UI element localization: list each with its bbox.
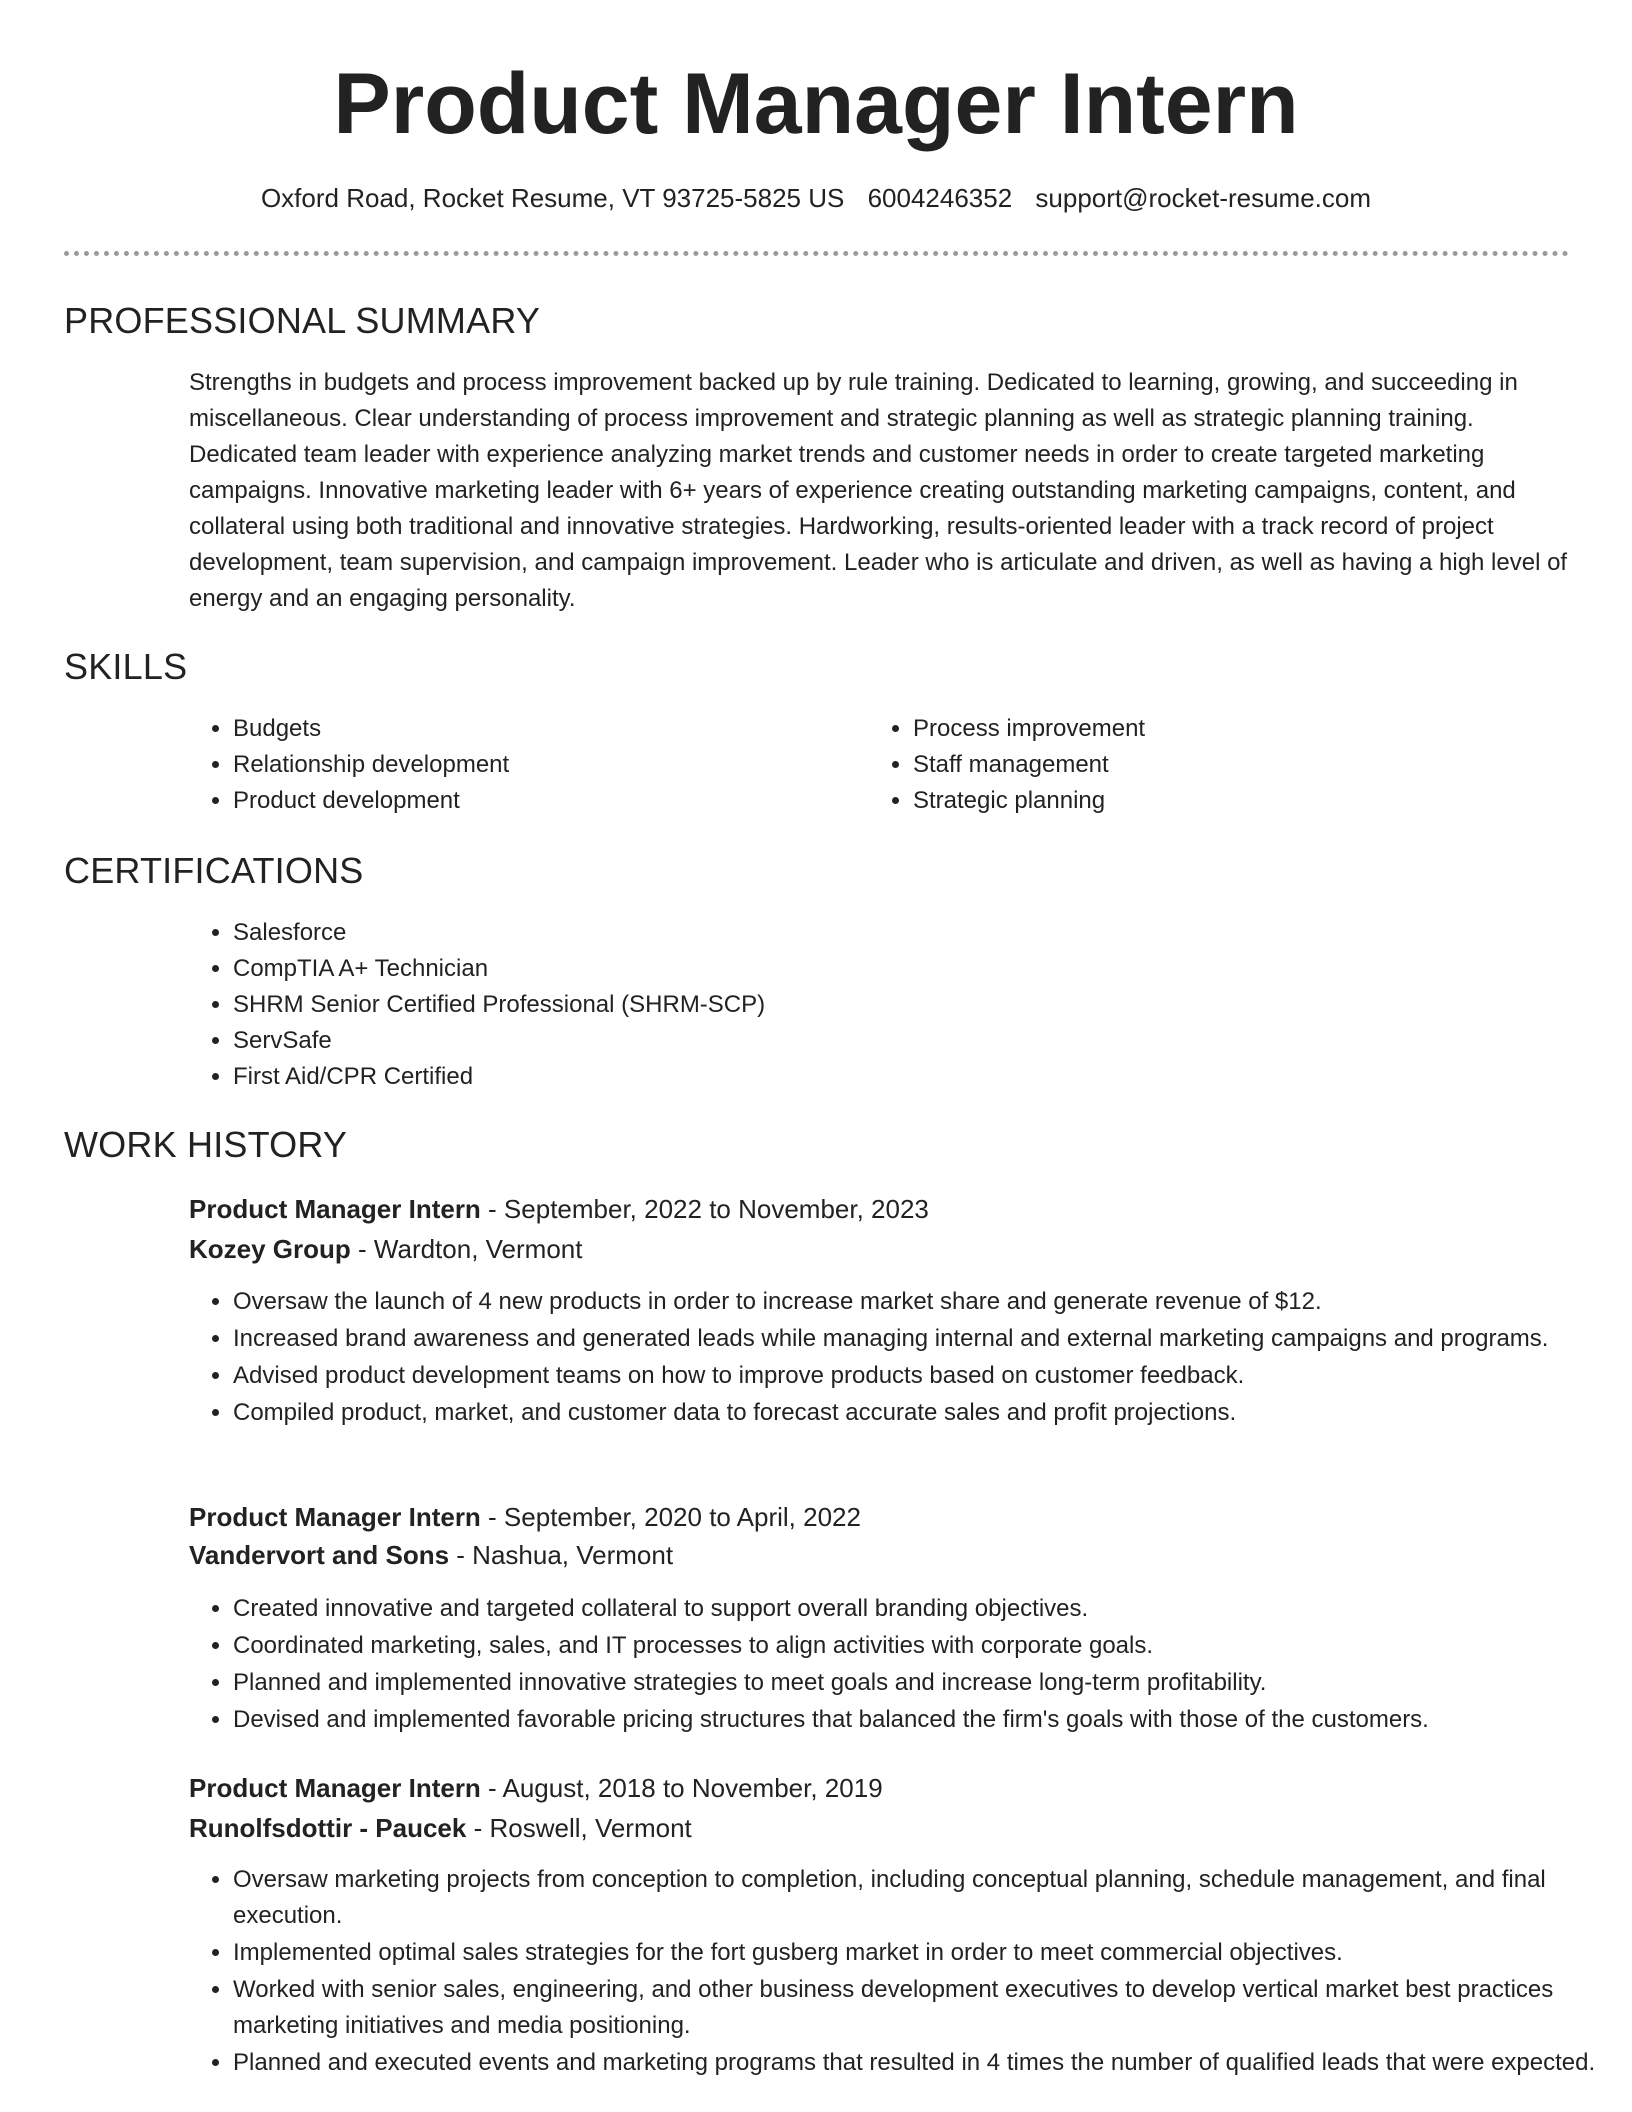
list-item: • Budgets [233,711,853,747]
list-item: • Increased brand awareness and generated leads while managing internal and external marketing campaigns and programs. [233,1321,1613,1357]
contact-address: Oxford Road, Rocket Resume, VT 93725-5825 US [260,183,845,213]
list-item: • Implemented optimal sales strategies for the fort gusberg market in order to meet commercial objectives. [233,1935,1613,1971]
job-company: Kozey Group [189,1234,351,1264]
job-bullets [189,1284,1613,1432]
section-title-summary: PROFESSIONAL SUMMARY [64,300,541,341]
list-item: • Coordinated marketing, sales, and IT processes to align activities with corporate goals. [233,1628,1613,1664]
list-item: • Salesforce [233,915,1533,951]
job-company: Vandervort and Sons [189,1540,450,1570]
list-item: • Advised product development teams on how to improve products based on customer feedback. [233,1358,1613,1394]
list-item: • ServSafe [233,1023,1533,1059]
job-company-line [189,1808,692,1848]
list-item: • Staff management [913,747,1533,783]
job-role: Product Manager Intern [189,1502,481,1532]
job-title-line [189,1497,861,1537]
list-item: • Oversaw marketing projects from conception to completion, including conceptual planning, schedule management, and final execution. [233,1862,1613,1934]
list-item: • Planned and executed events and marketing programs that resulted in 4 times the number of qualified leads that were expected. [233,2045,1613,2081]
job-role: Product Manager Intern [189,1773,481,1803]
skills-list-right [869,711,1533,819]
list-item: • Relationship development [233,747,853,783]
skills-list-left [189,711,853,819]
job-role: Product Manager Intern [189,1194,481,1224]
job-dates: - September, 2020 to April, 2022 [480,1502,861,1532]
contact-line [0,180,1632,216]
job-location: - Wardton, Vermont [350,1234,583,1264]
job-bullets [189,1591,1613,1739]
list-item: • Devised and implemented favorable pricing structures that balanced the firm's goals with those of the customers. [233,1702,1613,1738]
job-title-line [189,1189,929,1229]
job-dates: - September, 2022 to November, 2023 [480,1194,929,1224]
section-title-skills: SKILLS [64,646,188,687]
job-company-line [189,1535,673,1575]
list-item: • Planned and implemented innovative strategies to meet goals and increase long-term profitability. [233,1665,1613,1701]
contact-email: support@rocket-resume.com [1035,183,1372,213]
contact-phone: 6004246352 [867,183,1013,213]
list-item: • CompTIA A+ Technician [233,951,1533,987]
list-item: • First Aid/CPR Certified [233,1059,1533,1095]
certifications-list [189,915,1533,1095]
list-item: • Product development [233,783,853,819]
list-item: • Process improvement [913,711,1533,747]
header-divider [64,251,1569,256]
list-item: • Worked with senior sales, engineering, and other business development executives to develop vertical market best practices marketing initiatives and media positioning. [233,1972,1613,2044]
job-dates: - August, 2018 to November, 2019 [480,1773,883,1803]
job-bullets [189,1862,1613,2082]
job-location: - Roswell, Vermont [466,1813,692,1843]
job-company-line [189,1229,582,1269]
job-company: Runolfsdottir - Paucek [189,1813,467,1843]
list-item: • Compiled product, market, and customer data to forecast accurate sales and profit projections. [233,1395,1613,1431]
list-item: • Strategic planning [913,783,1533,819]
section-title-certifications: CERTIFICATIONS [64,850,364,891]
list-item: • Oversaw the launch of 4 new products in order to increase market share and generate revenue of $12. [233,1284,1613,1320]
section-title-work-history: WORK HISTORY [64,1124,348,1165]
resume-name: Product Manager Intern [333,56,1299,152]
list-item: • Created innovative and targeted collateral to support overall branding objectives. [233,1591,1613,1627]
job-title-line [189,1768,883,1808]
job-location: - Nashua, Vermont [449,1540,674,1570]
list-item: • SHRM Senior Certified Professional (SHRM-SCP) [233,987,1533,1023]
summary-text: Strengths in budgets and process improvement backed up by rule training. Dedicated to learning, growing, and succeeding in miscellaneous. Clear understanding of process improvement and strategic planning as well as strategic planning training. Dedicated team leader with experience analyzing market trends and customer needs in order to create targeted marketing campaigns. Innovative marketing leader with 6+ years of experience creating outstanding marketing campaigns, content, and collateral using both traditional and innovative strategies. Hardworking, results-oriented leader with a track record of project development, team supervision, and campaign improvement. Leader who is articulate and driven, as well as having a high level of energy and an engaging personality. [189,369,1568,612]
